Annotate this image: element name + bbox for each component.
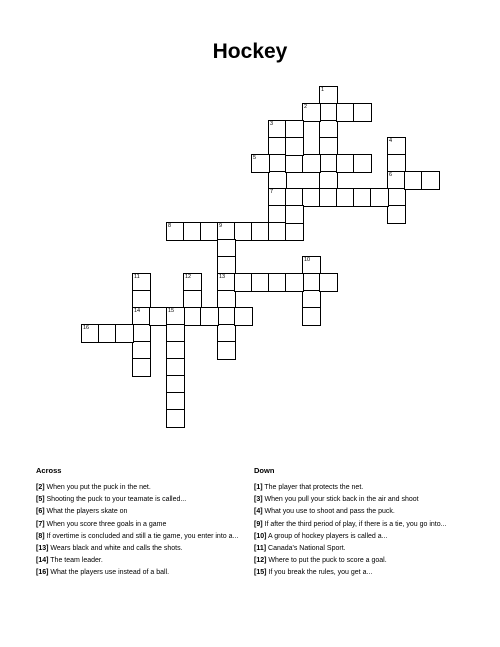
clue-number: [3]: [254, 496, 263, 504]
across-clues: [36, 466, 261, 581]
clue-number: [7]: [36, 520, 45, 528]
cell-number: 12: [185, 274, 192, 280]
clue-text: The player that protects the net.: [262, 484, 364, 491]
grid-cell[interactable]: [251, 154, 270, 173]
cell-number: 13: [219, 274, 226, 280]
down-clue: [254, 532, 479, 541]
down-clue-list: [254, 483, 479, 577]
across-clue: [36, 556, 261, 565]
down-heading: Down: [254, 466, 275, 475]
clue-number: [2]: [36, 484, 45, 491]
across-clue: [36, 495, 261, 504]
clue-number: [13]: [36, 544, 49, 552]
across-clue: [36, 483, 261, 492]
clue-text: Wears black and white and calls the shots.: [48, 544, 183, 552]
clue-text: Shooting the puck to your teamate is called...: [44, 496, 187, 504]
puzzle-title: Hockey: [212, 40, 288, 63]
grid-cell[interactable]: [302, 154, 321, 173]
grid-cell[interactable]: [353, 154, 372, 173]
grid-cell[interactable]: [353, 103, 372, 122]
clue-text: When you pull your stick back in the air and shoot: [262, 496, 419, 504]
cell-number: 2: [304, 104, 308, 110]
clue-text: What you use to shoot and pass the puck.: [262, 508, 395, 516]
grid-cell[interactable]: [285, 205, 304, 224]
clue-number: [12]: [254, 557, 267, 565]
clue-text: If after the third period of play, if there is a tie, you go into...: [262, 520, 447, 528]
clue-text: A group of hockey players is called a...: [266, 532, 388, 540]
across-clue-list: [36, 483, 261, 577]
cell-number: 5: [253, 155, 257, 161]
clue-number: [6]: [36, 508, 45, 516]
grid-cell[interactable]: [285, 273, 304, 292]
clue-text: When you put the puck in the net.: [44, 484, 151, 491]
cell-number: 8: [168, 223, 172, 229]
clue-text: When you score three goals in a game: [44, 520, 167, 528]
clue-number: [4]: [254, 508, 263, 516]
clue-number: [10]: [254, 532, 267, 540]
clue-number: [11]: [254, 544, 267, 552]
cell-number: 14: [134, 308, 141, 314]
cell-number: 15: [168, 308, 175, 314]
cell-number: 4: [389, 138, 393, 144]
clue-text: What the players use instead of a ball.: [48, 569, 170, 577]
across-clue: [36, 520, 261, 529]
clue-number: [5]: [36, 496, 45, 504]
cell-number: 11: [134, 274, 140, 280]
grid-cell[interactable]: [166, 409, 185, 428]
down-clue: [254, 568, 479, 577]
cell-number: 1: [321, 87, 325, 93]
cell-number: 6: [389, 172, 393, 178]
clue-text: The team leader.: [48, 557, 103, 565]
grid-cell[interactable]: [302, 103, 321, 122]
grid-cell[interactable]: [387, 205, 406, 224]
across-clue: [36, 532, 261, 541]
clue-number: [8]: [36, 532, 45, 540]
across-clue: [36, 507, 261, 516]
across-heading: Across: [36, 466, 62, 475]
clue-text: What the players skate on: [44, 508, 128, 516]
cell-number: 16: [83, 325, 90, 331]
down-clue: [254, 556, 479, 565]
clue-text: If you break the rules, you get a...: [266, 569, 373, 577]
down-clue: [254, 483, 479, 492]
down-clue: [254, 507, 479, 516]
cell-number: 9: [219, 223, 223, 229]
clue-number: [9]: [254, 520, 263, 528]
down-clue: [254, 495, 479, 504]
clue-text: If overtime is concluded and still a tie game, you enter into a...: [44, 532, 239, 540]
across-clue: [36, 544, 261, 553]
grid-cell[interactable]: [302, 307, 321, 326]
cell-number: 3: [270, 121, 274, 127]
down-clue: [254, 544, 479, 553]
clue-number: [14]: [36, 557, 49, 565]
down-clues: [254, 466, 479, 581]
down-clue: [254, 520, 479, 529]
grid-cell[interactable]: [370, 188, 389, 207]
cell-number: 7: [270, 189, 274, 195]
clue-number: [15]: [254, 569, 267, 577]
grid-cell[interactable]: [234, 307, 253, 326]
clue-number: [1]: [254, 484, 263, 491]
cell-number: 10: [304, 257, 311, 263]
grid-cell[interactable]: [285, 137, 304, 156]
across-clue: [36, 568, 261, 577]
grid-cell[interactable]: [319, 273, 338, 292]
grid-cell[interactable]: [132, 358, 151, 377]
grid-cell[interactable]: [115, 324, 134, 343]
clue-number: [16]: [36, 569, 49, 577]
grid-cell[interactable]: [217, 341, 236, 360]
grid-cell[interactable]: [421, 171, 440, 190]
clue-text: Where to put the puck to score a goal.: [266, 557, 387, 565]
grid-cell[interactable]: [285, 222, 304, 241]
clue-text: Canada's National Sport.: [266, 544, 346, 552]
grid-cell[interactable]: [200, 307, 219, 326]
